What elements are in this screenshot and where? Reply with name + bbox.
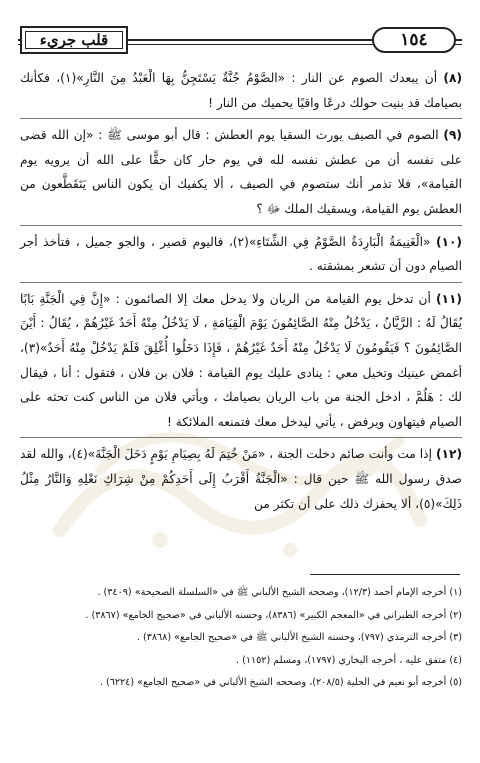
paragraph-number: (١٢) bbox=[435, 447, 463, 462]
paragraph-divider bbox=[20, 282, 462, 283]
paragraph-12 bbox=[20, 442, 462, 516]
book-title: قلب جريء bbox=[20, 26, 128, 54]
paragraph-9 bbox=[20, 123, 462, 221]
paragraph-divider bbox=[20, 118, 462, 119]
footnote-4: (٤) متفق عليه ، أخرجه البخاري (١٧٩٧)، ومسلم (١١٥٢) . bbox=[236, 654, 462, 666]
paragraph-text: إذا مت وأنت صائم دخلت الجنة ، «مَنْ خُتِمَ لَهُ بِصِيَامِ يَوْمٍ دَخَلَ الْجَنَّةَ»(٤)، والله لقد صدق رسول الله ﷺ حين قال : «الْجَنَّةُ أَقْرَبُ إِلَى أَحَدِكُمْ مِنْ شِرَاكِ نَعْلِهِ وَالنَّارُ مِثْلُ ذَلِكَ»(٥)، ألا يحفزك ذلك على أن تكثر من bbox=[20, 447, 462, 511]
paragraph-number: (١٠) bbox=[435, 234, 462, 249]
page-number: ١٥٤ bbox=[372, 27, 456, 53]
paragraph-10 bbox=[20, 230, 462, 279]
paragraph-text: الصوم في الصيف يورث السقيا يوم العطش : قال أبو موسى ﷺ : «إن الله قضى على نفسه أن من عطش نفسه لله في يوم حار كان حقًّا على الله أن يرويه يوم القيامة»، فلا تذمر أنك ستصوم في الصيف ، ألا يكفيك أن يكون الناس يَتَقَطَّعون من العطش يوم القيامة، ويسقيك الملك ﷻ ؟ bbox=[20, 128, 462, 216]
paragraph-text: أن يبعدك الصوم عن النار : «الصَّوْمُ جُنَّةٌ يَسْتَجِنُّ بِهَا الْعَبْدُ مِنَ النَّارِ»(١)، فكأنك بصيامك قد بنيت حولك درعًا واقيًا يحميك من النار ! bbox=[20, 71, 462, 110]
footnote-2: (٢) أخرجه الطبراني في «المعجم الكبير» (٨٣٨٦)، وحسنه الألباني في «صحيح الجامع» (٣٨٦٧) . bbox=[85, 609, 462, 621]
footnote-5: (٥) أخرجه أبو نعيم في الحلية (٢٠٨/٥)، وصححه الشيخ الألباني في «صحيح الجامع» (٦٢٢٤) . bbox=[99, 677, 462, 689]
paragraph-number: (١١) bbox=[435, 291, 462, 306]
paragraph-text: أن تدخل يوم القيامة من الريان ولا يدخل معك إلا الصائمون : «إِنَّ فِي الْجَنَّةِ بَابًا يُقَالُ لَهُ : الرَّيَّانُ ، يَدْخُلُ مِنْهُ الصَّائِمُونَ يَوْمَ الْقِيَامَةِ ، لَا يَدْخُلُ مِنْهُ أَحَدٌ غَيْرُهُمْ ، يُقَالُ : أَيْنَ الصَّائِمُونَ ؟ فَيَقُومُونَ لَا يَدْخُلُ مِنْهُ أَحَدٌ غَيْرُهُمْ ، فَإِذَا دَخَلُوا أُغْلِقَ فَلَمْ يَدْخُلْ مِنْهُ أَحَدٌ»(٣)، أغمض عينيك وتخيل معي : ينادى عليك يوم القيامة : فلان بن فلان ، فتقول : أنا ، فيقال لك : هَلُمَّ ، ادخل الجنة من باب الريان بصيامك ، ويأتي فلان من الناس كنت تحثه على الصيام فيتهاون ويرفض ، يأتي ليدخل معك فتمنعه الملائكة ! bbox=[20, 291, 462, 429]
paragraph-text: «الْغَنِيمَةُ الْبَارِدَةُ الصَّوْمُ فِي الشِّتَاءِ»(٢)، فاليوم قصير ، والجو جميل ، فتأخذ أجر الصيام دون أن تشعر بمشقته . bbox=[20, 234, 462, 274]
footnote-rule bbox=[310, 574, 460, 575]
page-body bbox=[20, 66, 462, 516]
footnotes bbox=[20, 582, 462, 695]
footnote-3: (٣) أخرجه الترمذي (٧٩٧)، وحسنه الشيخ الألباني ﷺ في «صحيح الجامع» (٣٨٦٨) . bbox=[136, 632, 462, 644]
paragraph-divider bbox=[20, 225, 462, 226]
paragraph-number: (٩) bbox=[443, 128, 462, 143]
footnote-1: (١) أخرجه الإمام أحمد (١٢/٣)، وصححه الشيخ الألباني ﷺ في «السلسلة الصحيحة» (٣٤٠٩) . bbox=[97, 587, 462, 598]
paragraph-number: (٨) bbox=[443, 71, 463, 85]
paragraph-divider bbox=[20, 437, 462, 438]
page-header bbox=[18, 22, 462, 58]
paragraph-11 bbox=[20, 287, 462, 435]
paragraph-8 bbox=[20, 66, 462, 115]
